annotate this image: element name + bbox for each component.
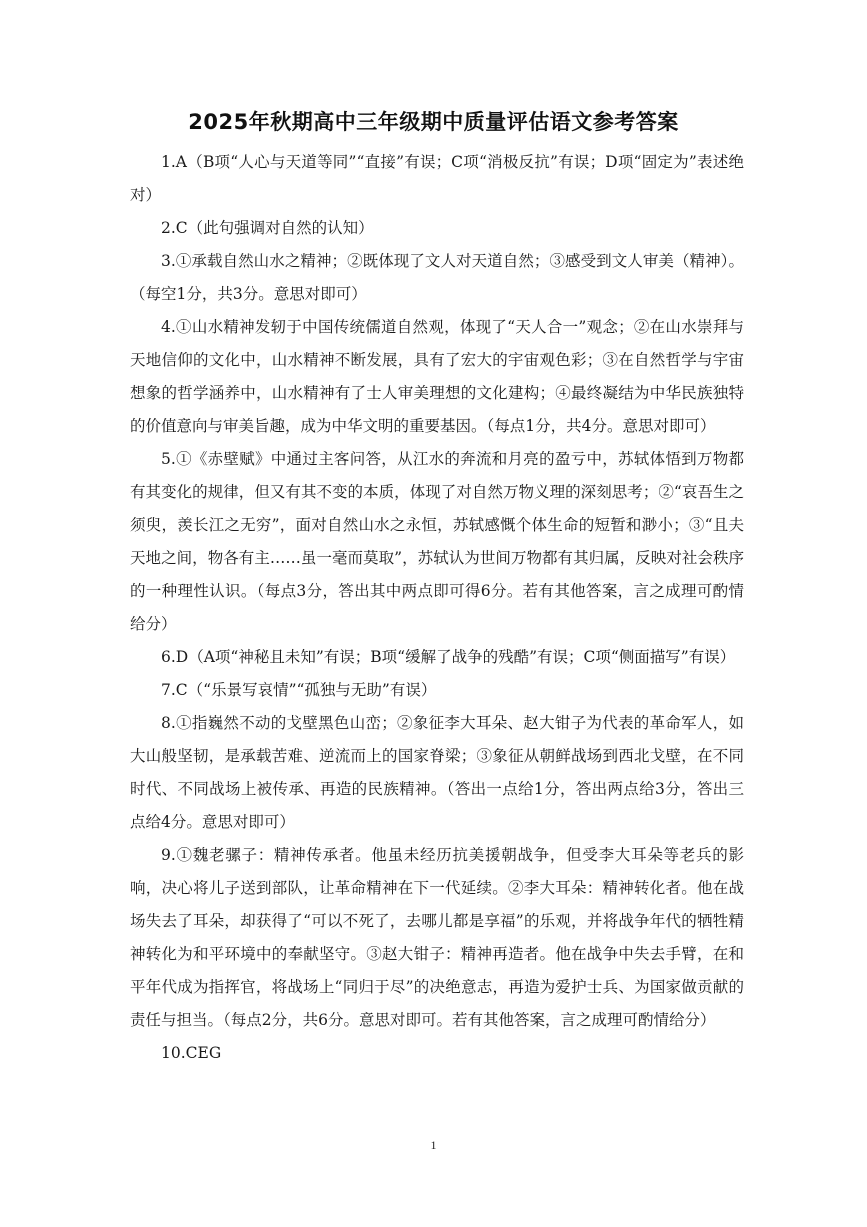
answer-item-6: 6.D（A项“神秘且未知”有误；B项“缓解了战争的残酷”有误；C项“侧面描写”有误） bbox=[161, 648, 736, 666]
answer-item-2: 2.C（此句强调对自然的认知） bbox=[161, 219, 374, 237]
answer-item-3: 3.①承载自然山水之精神；②既体现了文人对天道自然；③感受到文人审美（精神）。（每空1分，共3分。意思对即可） bbox=[130, 252, 744, 303]
page-number: 1 bbox=[430, 1138, 437, 1152]
answer-item-10: 10.CEG bbox=[161, 1044, 222, 1062]
answer-item-8: 8.①指巍然不动的戈壁黑色山峦；②象征李大耳朵、赵大钳子为代表的革命军人，如大山般坚韧，是承载苦难、逆流而上的国家脊梁；③象征从朝鲜战场到西北戈壁，在不同时代、不同战场上被传承、再造的民族精神。（答出一点给1分，答出两点给3分，答出三点给4分。意思对即可） bbox=[130, 714, 744, 831]
answer-item-4: 4.①山水精神发轫于中国传统儒道自然观，体现了“天人合一”观念；②在山水崇拜与天地信仰的文化中，山水精神不断发展，具有了宏大的宇宙观色彩；③在自然哲学与宇宙想象的哲学涵养中，山水精神有了士人审美理想的文化建构；④最终凝结为中华民族独特的价值意向与审美旨趣，成为中华文明的重要基因。（每点1分，共4分。意思对即可） bbox=[130, 318, 744, 435]
answer-item-7: 7.C（“乐景写哀情”“孤独与无助”有误） bbox=[161, 681, 437, 699]
answer-item-1: 1.A（B项“人心与天道等同”“直接”有误；C项“消极反抗”有误；D项“固定为”表述绝对） bbox=[130, 153, 744, 204]
answer-list bbox=[130, 146, 744, 1070]
document-title: 2025年秋期高中三年级期中质量评估语文参考答案 bbox=[188, 110, 679, 134]
answer-item-5: 5.①《赤壁赋》中通过主客问答，从江水的奔流和月亮的盈亏中，苏轼体悟到万物都有其变化的规律，但又有其不变的本质，体现了对自然万物义理的深刻思考；②“哀吾生之须臾，羡长江之无穷”，面对自然山水之永恒，苏轼感慨个体生命的短暂和渺小；③“且夫天地之间，物各有主……虽一毫而莫取”，苏轼认为世间万物都有其归属，反映对社会秩序的一种理性认识。（每点3分，答出其中两点即可得6分。若有其他答案，言之成理可酌情给分） bbox=[130, 450, 744, 633]
answer-item-9: 9.①魏老骡子：精神传承者。他虽未经历抗美援朝战争，但受李大耳朵等老兵的影响，决心将儿子送到部队，让革命精神在下一代延续。②李大耳朵：精神转化者。他在战场失去了耳朵，却获得了“可以不死了，去哪儿都是享福”的乐观，并将战争年代的牺牲精神转化为和平环境中的奉献坚守。③赵大钳子：精神再造者。他在战争中失去手臂，在和平年代成为指挥官，将战场上“同归于尽”的决绝意志，再造为爱护士兵、为国家做贡献的责任与担当。（每点2分，共6分。意思对即可。若有其他答案，言之成理可酌情给分） bbox=[130, 846, 744, 1029]
